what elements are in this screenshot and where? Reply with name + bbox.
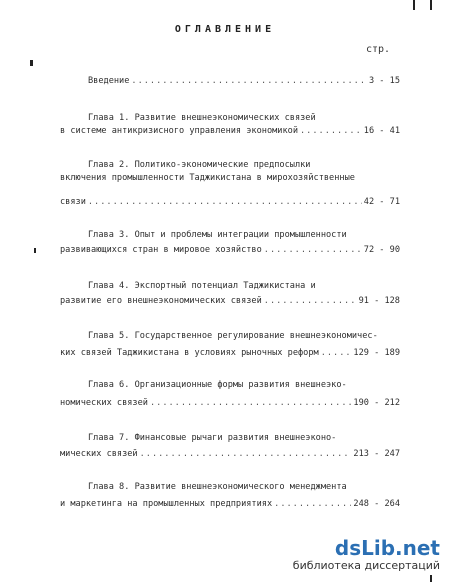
dot-leader [321,348,352,359]
toc-entry-chapter-7 [60,449,400,460]
toc-entry-text: Глава 7. Финансовые рычаги развития внешнеэконо- [88,433,337,443]
toc-page-range: 16 - 41 [363,126,400,136]
toc-entry-text: развитие его внешнеэкономических связей [60,296,262,306]
toc-entry-chapter-8 [60,499,400,510]
toc-entry-text: Глава 6. Организационные формы развития внешнеэко- [88,380,347,390]
toc-entry-text: и маркетинга на промышленных предприятиях [60,499,273,509]
dot-leader [264,296,357,307]
toc-entry-text: включения промышленности Таджикистана в мирохозяйственные [60,173,355,183]
toc-entry-chapter-6 [60,398,400,409]
toc-page-range: 190 - 212 [353,398,400,408]
toc-entry-text: Глава 4. Экспортный потенциал Таджикистана и [88,281,316,291]
toc-page-range: 91 - 128 [358,296,400,306]
toc-entry-chapter-1 [60,126,400,137]
toc-entry-chapter-4 [60,296,400,307]
toc-entry-text: Введение [88,76,130,86]
toc-page-range: 129 - 189 [353,348,400,358]
toc-entry-text: Глава 2. Политико-экономические предпосылки [88,160,311,170]
toc-page-range: 72 - 90 [363,245,400,255]
scan-mark [430,0,432,10]
dot-leader [264,245,362,256]
toc-page-range: 248 - 264 [353,499,400,509]
scan-mark [34,248,36,253]
toc-page-range: 3 - 15 [368,76,400,86]
toc-entry-text: мических связей [60,449,138,459]
watermark-caption: библиотека диссертаций [292,559,440,572]
scan-mark [413,0,415,10]
toc-entry-text: ких связей Таджикистана в условиях рыночных реформ [60,348,319,358]
dot-leader [131,76,367,87]
dot-leader [300,126,362,137]
pages-column-label: стр. [366,44,391,55]
toc-entry-chapter-3 [60,245,400,256]
toc-entry-chapter-5 [60,348,400,359]
toc-entry-text: развивающихся стран в мировое хозяйство [60,245,262,255]
toc-entry-text: Глава 1. Развитие внешнеэкономических связей [88,113,316,123]
toc-entry-text: Глава 5. Государственное регулирование внешнеэкономичес- [88,331,378,341]
toc-entry-text: номических связей [60,398,148,408]
dot-leader [88,197,362,208]
toc-page-range: 213 - 247 [353,449,400,459]
scan-mark [30,60,33,66]
toc-entry-chapter-2 [60,197,400,208]
dot-leader [150,398,351,409]
toc-entry-text: Глава 3. Опыт и проблемы интеграции промышленности [88,230,347,240]
toc-entry-intro [88,76,400,87]
toc-page-range: 42 - 71 [363,197,400,207]
watermark-logo: dsLib.net [334,536,440,560]
scan-mark [430,575,432,582]
toc-entry-text: в системе антикризисного управления экономикой [60,126,298,136]
toc-entry-text: Глава 8. Развитие внешнеэкономического менеджмента [88,482,347,492]
dot-leader [140,449,352,460]
dot-leader [274,499,351,510]
page-title: ОГЛАВЛЕНИЕ [174,24,276,35]
toc-entry-text: связи [60,197,86,207]
watermark [293,537,440,572]
